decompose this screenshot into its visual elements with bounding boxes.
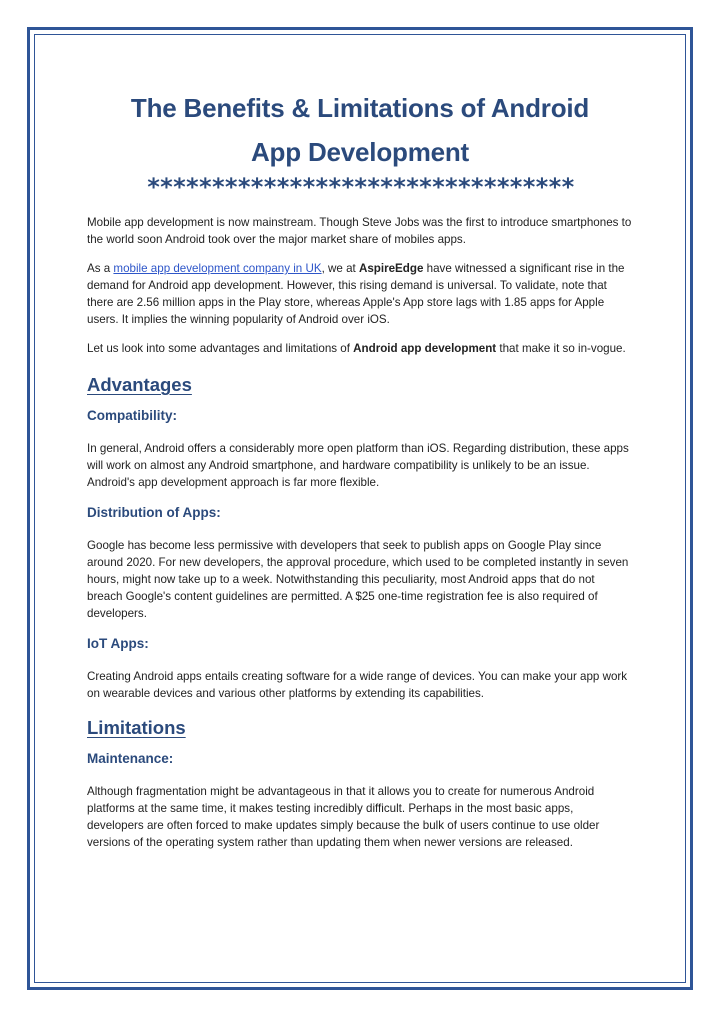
document-body <box>87 86 633 851</box>
company-link[interactable]: mobile app development company in UK <box>113 262 322 275</box>
bold-phrase: Android app development <box>353 342 497 355</box>
distribution-heading: Distribution of Apps: <box>87 505 221 520</box>
text-span: , we at <box>321 262 359 275</box>
text-span: Let us look into some advantages and limitations of <box>87 342 354 355</box>
maintenance-text: Although fragmentation might be advantageous in that it allows you to create for numerous Android platforms at the same time, it makes testing incredibly difficult. Perhaps in the most basic apps, developers are often forced to make updates simply because the bulk of users continue to use older versions of the operating system rather than updating them when newer versions are released. <box>87 785 600 849</box>
intro-paragraph-1: Mobile app development is now mainstream. Though Steve Jobs was the first to introduce smartphones to the world soon Android took over the major market share of mobiles apps. <box>87 216 632 246</box>
compatibility-text: In general, Android offers a considerably more open platform than iOS. Regarding distribution, these apps will work on almost any Android smartphone, and hardware compatibility is unlikely to be an issue. Android's app development approach is far more flexible. <box>87 442 629 489</box>
text-span: that make it so in-vogue. <box>496 342 626 355</box>
maintenance-heading: Maintenance: <box>87 751 174 766</box>
title-line-1: The Benefits & Limitations of Android <box>130 93 590 123</box>
intro-paragraph-3 <box>87 340 633 357</box>
intro-paragraph-2 <box>87 260 633 328</box>
advantages-heading: Advantages <box>87 374 192 395</box>
title-line-2: App Development <box>250 137 470 167</box>
compatibility-heading: Compatibility: <box>87 408 177 423</box>
iot-heading: IoT Apps: <box>87 636 149 651</box>
distribution-text: Google has become less permissive with developers that seek to publish apps on Google Play since around 2020. For new developers, the approval procedure, which used to be completed instantly in seven hours, might now take up to a week. Notwithstanding this peculiarity, most Android apps that do not breach Google's content guidelines are permitted. A $25 one-time registration fee is also required of developers. <box>87 539 629 620</box>
text-span: have witnessed a significant rise in the demand for Android app development. However, this rising demand is universal. To validate, note that there are 2.56 million apps in the Play store, whereas Apple's App store lags with 1.85 apps for Apple users. It implies the winning popularity of Android over iOS. <box>87 262 625 326</box>
limitations-heading: Limitations <box>87 717 186 738</box>
iot-text: Creating Android apps entails creating software for a wide range of devices. You can make your app work on wearable devices and various other platforms by extending its capabilities. <box>87 670 628 700</box>
brand-name: AspireEdge <box>358 262 424 275</box>
title-separator: ********************************* <box>146 173 574 201</box>
document-title <box>87 86 633 174</box>
text-span: As a <box>87 262 114 275</box>
